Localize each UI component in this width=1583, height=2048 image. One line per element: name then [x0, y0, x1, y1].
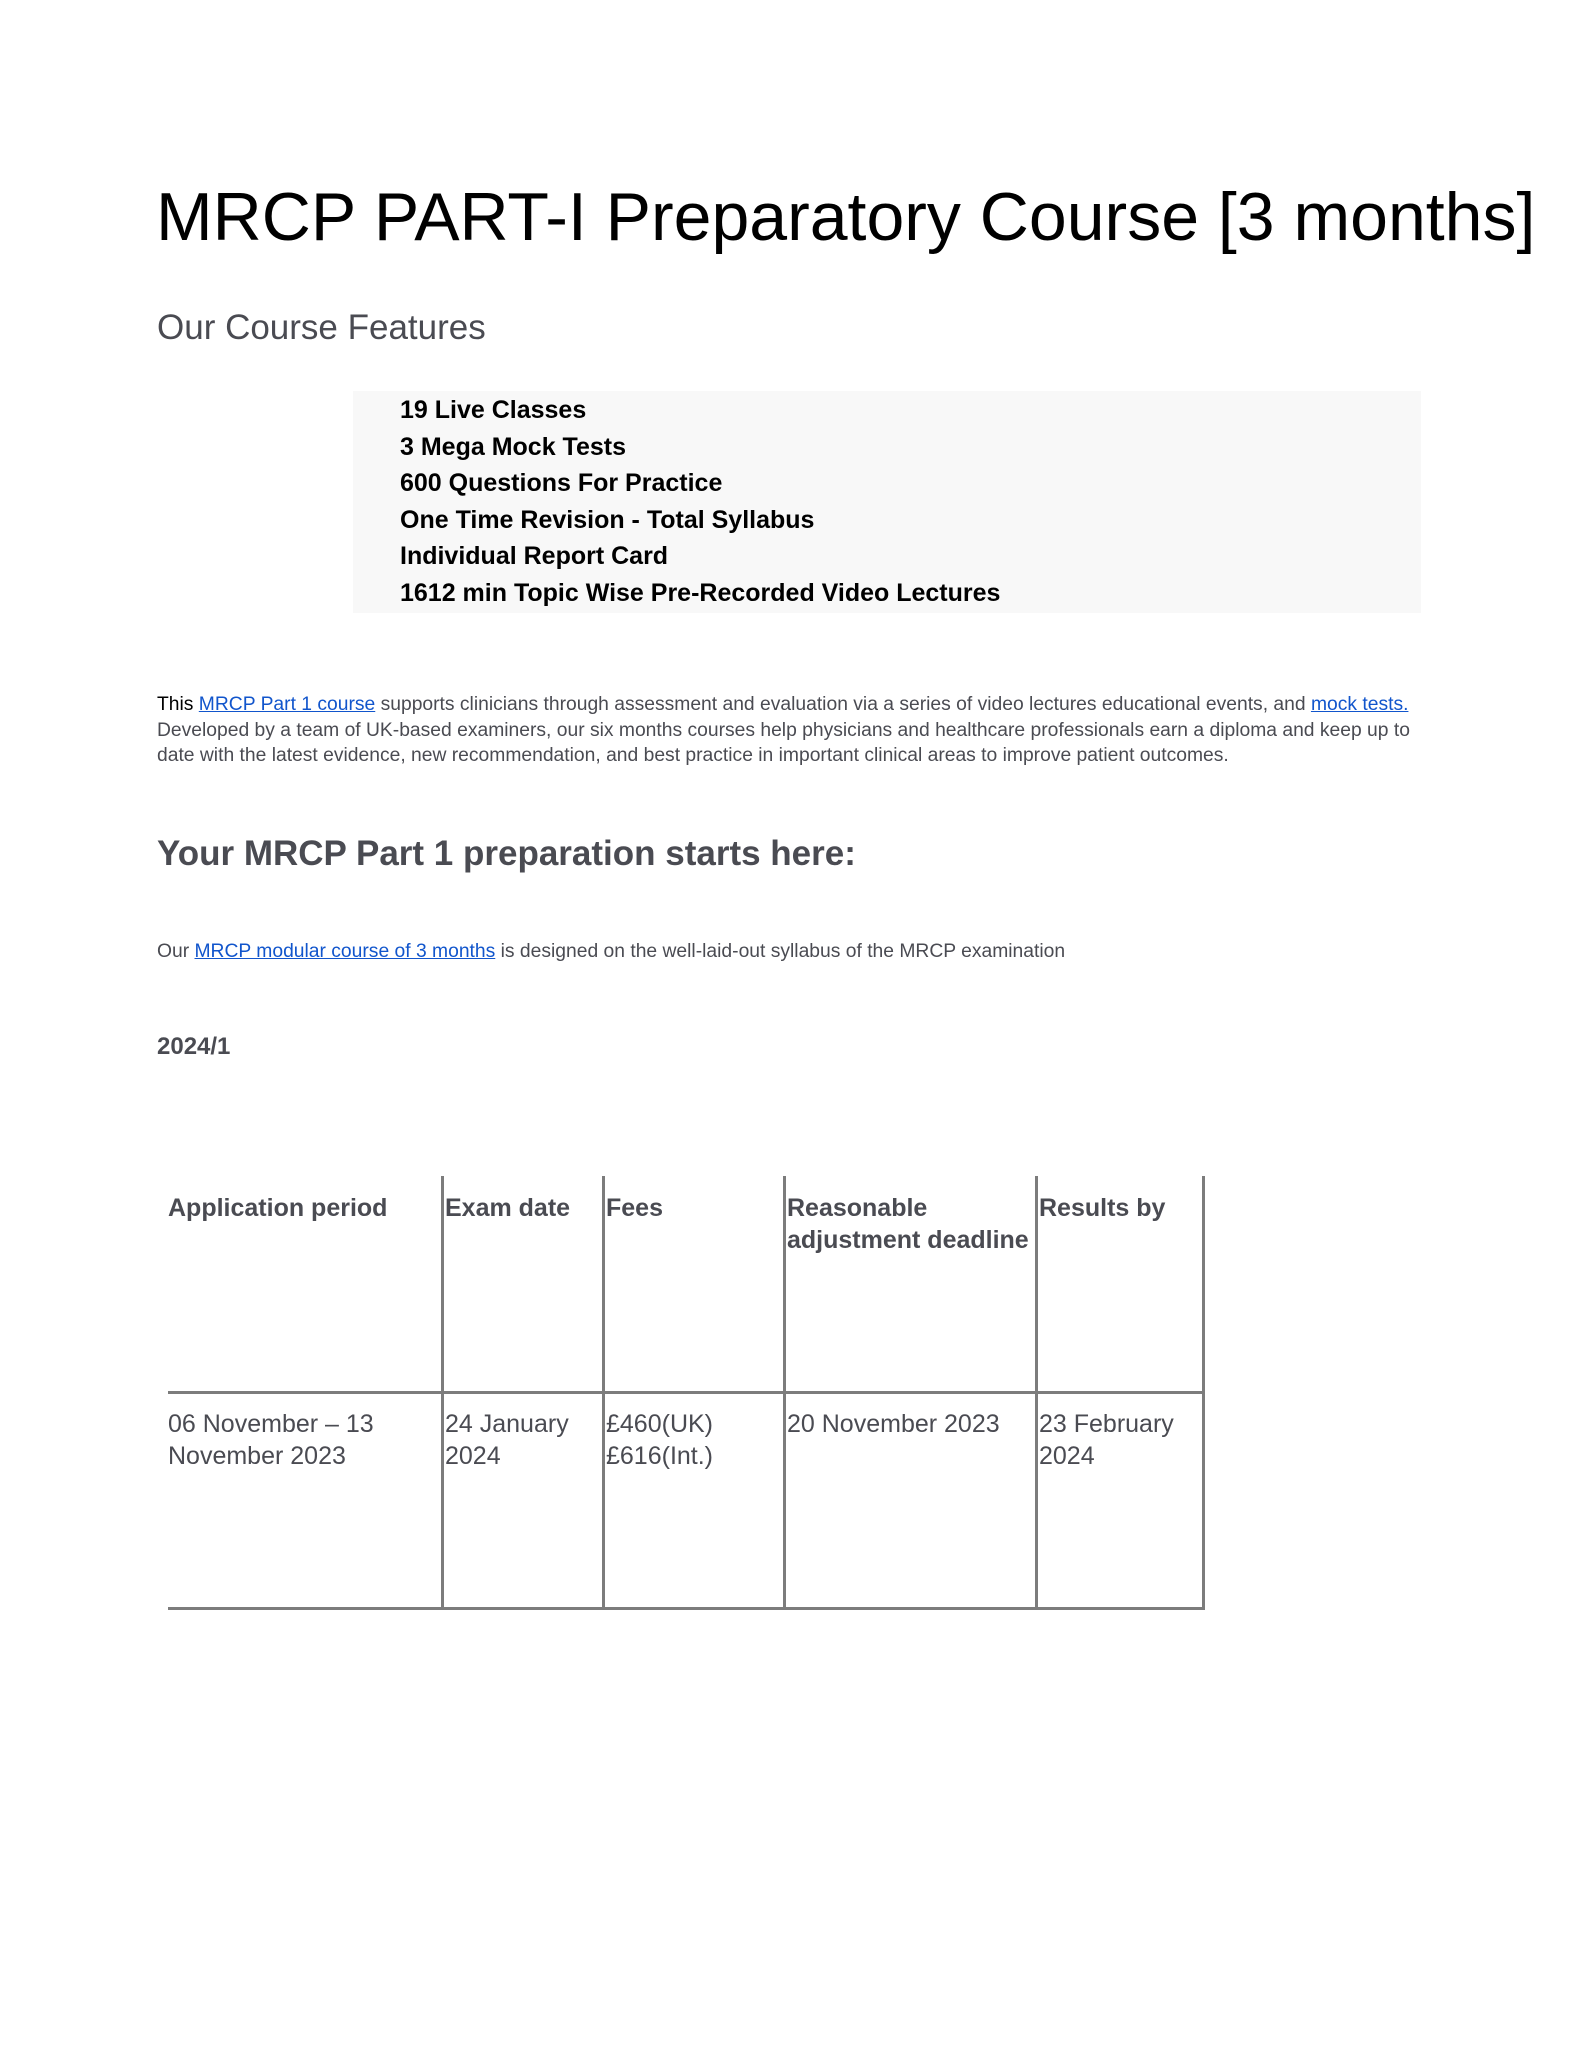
cell-results-by: 23 February 2024 [1037, 1393, 1204, 1609]
header-results-by: Results by [1037, 1176, 1204, 1393]
session-label: 2024/1 [157, 1033, 231, 1060]
header-exam-date: Exam date [443, 1176, 604, 1393]
table-header-row [168, 1176, 1204, 1393]
modular-prefix: Our [157, 941, 195, 962]
exam-schedule-table [168, 1176, 1205, 1610]
feature-item: 1612 min Topic Wise Pre-Recorded Video Lectures [400, 578, 1001, 607]
cell-adjustment-deadline: 20 November 2023 [785, 1393, 1037, 1609]
header-application-period: Application period [168, 1176, 443, 1393]
header-fees: Fees [604, 1176, 785, 1393]
intro-paragraph [157, 692, 1427, 769]
feature-item: 19 Live Classes [400, 396, 587, 424]
cell-exam-date: 24 January 2024 [443, 1393, 604, 1609]
intro-prefix: This [157, 694, 199, 715]
intro-middle: supports clinicians through assessment and evaluation via a series of video lectures educational events, and [375, 694, 1311, 715]
mrcp-part1-course-link[interactable]: MRCP Part 1 course [198, 694, 376, 715]
feature-item: 3 Mega Mock Tests [400, 432, 627, 461]
cell-fees [604, 1393, 785, 1609]
cell-application-period: 06 November – 13 November 2023 [168, 1393, 443, 1609]
intro-suffix: Developed by a team of UK-based examiners, our six months courses help physicians and healthcare professionals earn a diploma and keep up to date with the latest evidence, new recommendation, and best practice in important clinical areas to improve patient outcomes. [157, 719, 1410, 766]
feature-item: 600 Questions For Practice [400, 469, 723, 497]
fee-international: £616(Int.) [606, 1442, 714, 1470]
modular-suffix: is designed on the well-laid-out syllabus of the MRCP examination [495, 941, 1066, 962]
page-title: MRCP PART-I Preparatory Course [3 months] [156, 179, 1536, 255]
modular-course-link[interactable]: MRCP modular course of 3 months [194, 941, 496, 962]
features-box [353, 391, 1421, 613]
section-heading: Your MRCP Part 1 preparation starts here: [157, 834, 856, 873]
fee-uk: £460(UK) [606, 1410, 713, 1438]
features-list [400, 392, 1000, 611]
header-adjustment-deadline: Reasonable adjustment deadline [785, 1176, 1037, 1393]
features-heading: Our Course Features [157, 308, 486, 347]
feature-item: One Time Revision - Total Syllabus [400, 505, 815, 534]
modular-paragraph [157, 941, 1065, 963]
mock-tests-link[interactable]: mock tests. [1310, 694, 1409, 715]
table-row [168, 1393, 1204, 1609]
feature-item: Individual Report Card [400, 542, 669, 570]
